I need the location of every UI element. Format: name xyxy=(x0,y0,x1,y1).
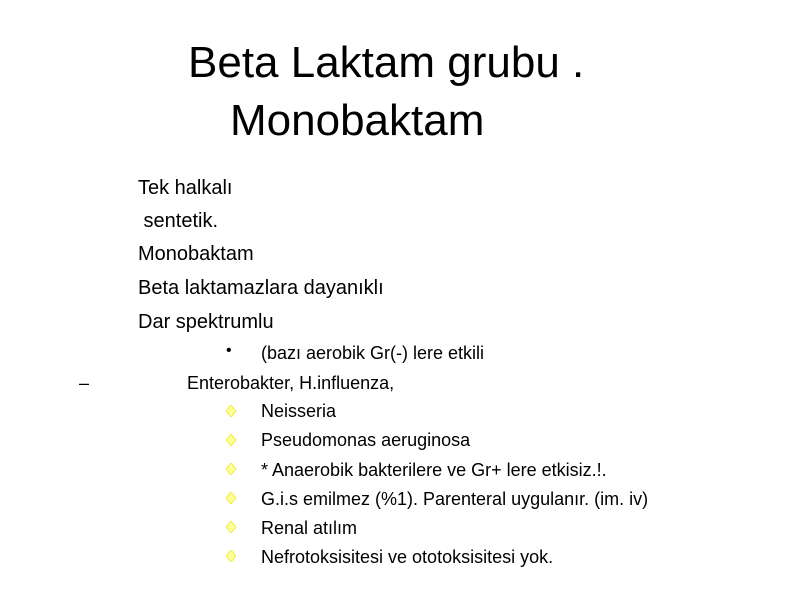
bullet-dot-marker: • xyxy=(226,342,232,359)
sub-bullet-item: Enterobakter, H.influenza, xyxy=(187,373,395,393)
diamond-bullet-icon xyxy=(226,521,236,533)
bullet-item: Beta laktamazlara dayanıklı xyxy=(138,277,384,299)
diamond-bullet-icon xyxy=(226,405,236,417)
diamond-bullet-icon xyxy=(226,434,236,446)
sub-bullet-item: * Anaerobik bakterilere ve Gr+ lere etkisiz.!. xyxy=(261,460,607,480)
diamond-bullet-icon xyxy=(226,463,236,475)
bullet-item: Tek halkalı xyxy=(138,177,233,199)
sub-bullet-item: Pseudomonas aeruginosa xyxy=(261,430,471,450)
sub-bullet-item: G.i.s emilmez (%1). Parenteral uygulanır. (im. iv) xyxy=(261,489,649,509)
bullet-item: Dar spektrumlu xyxy=(138,311,274,333)
diamond-bullet-icon xyxy=(226,492,236,504)
sub-bullet-item: Nefrotoksisitesi ve ototoksisitesi yok. xyxy=(261,547,554,567)
diamond-bullet-icon xyxy=(226,550,236,562)
sub-bullet-item: (bazı aerobik Gr(-) lere etkili xyxy=(261,343,485,363)
bullet-item: Monobaktam xyxy=(138,243,254,265)
sub-bullet-item: Neisseria xyxy=(261,401,337,421)
bullet-item: sentetik. xyxy=(138,210,219,232)
dash-marker: – xyxy=(79,373,90,393)
slide-title-line-1: Beta Laktam grubu . xyxy=(188,38,585,87)
sub-bullet-item: Renal atılım xyxy=(261,518,358,538)
slide-title-line-2: Monobaktam xyxy=(230,96,485,145)
